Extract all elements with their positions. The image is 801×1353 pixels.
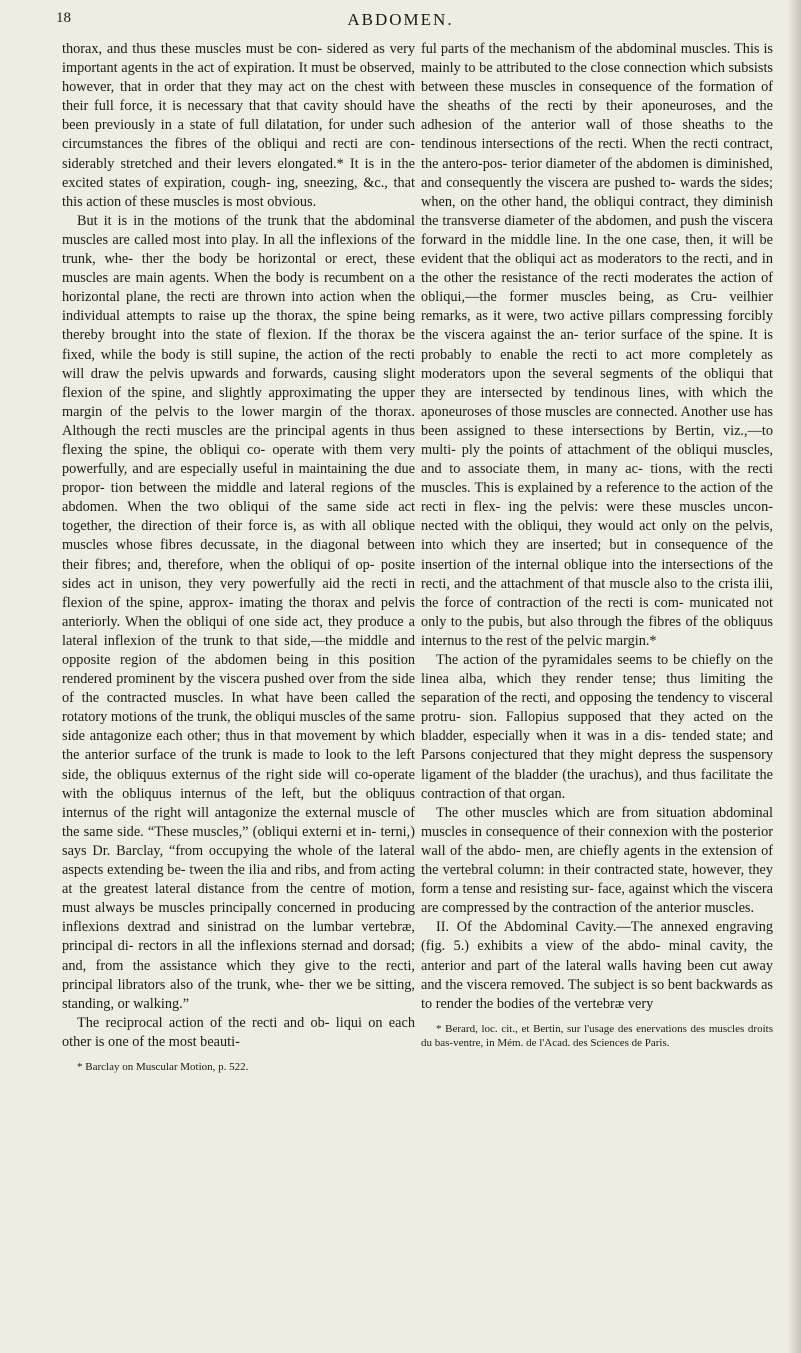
paragraph: The other muscles which are from situation abdominal muscles in consequence of their connexion with the posterior wall of the abdo- men, are chiefly agents in the extension of the vertebral column: in their contracted state, however, they form a tense and resisting sur- face, against which the viscera are compressed by the contraction of the anterior muscles. [421, 804, 773, 917]
paragraph: ful parts of the mechanism of the abdominal muscles. This is mainly to be attributed to the close connection which subsists between these muscles in consequence of the formation of the sheaths of the recti by their aponeuroses, and the adhesion of the anterior wall of those sheaths to the tendinous intersections of the recti. When the recti contract, the antero-pos- terior diameter of the abdomen is diminished, and consequently the viscera are pushed to- wards the sides; when, on the other hand, the obliqui contract, they diminish the transverse diameter of the abdomen, and push the viscera forward in the middle line. In the one case, then, it will be evident that the obliqui act as moderators to the recti, and in the other the resistance of the recti moderates the action of obliqui,—the former muscles being, as Cru- veilhier remarks, as it were, two active pillars compressing forcibly the viscera against the an- terior surface of the spine. It is probably to enable the recti to act more completely as moderators upon the several segments of the obliqui that they are intersected by tendinous lines, with which the aponeuroses of those muscles are connected. Another use has been assigned to these intersections by Bertin, viz.,—to multi- ply the points of attachment of the obliqui muscles, and to associate them, in many ac- tions, with the recti muscles. This is explained by a reference to the action of the recti in flex- ing the pelvis: were these muscles uncon- nected with the obliqui, they would act only on the pelvis, into which they are inserted; but in consequence of the insertion of the internal oblique into the intersections of the recti, and the attachment of that muscle also to the crista ilii, the force of contraction of the recti is com- municated not only to the pubis, but also through the fibres of the obliquus internus to the rest of the pelvic margin.* [421, 41, 773, 649]
running-head: ABDOMEN. [347, 10, 454, 29]
right-column [421, 40, 773, 1050]
footnote: * Berard, loc. cit., et Bertin, sur l'usage des enervations des muscles droits du bas-ventre, in Mém. de l'Acad. des Sciences de Paris. [421, 1022, 773, 1049]
left-column [62, 40, 415, 1074]
page-number: 18 [56, 10, 71, 26]
paragraph: The action of the pyramidales seems to be chiefly on the linea alba, which they render tense; thus limiting the separation of the recti, and opposing the tendency to visceral protru- sion. Fallopius supposed that they acted on the bladder, especially when it was in a dis- tended state; and Parsons conjectured that they might depress the suspensory ligament of the bladder (the urachus), and thus facilitate the contraction of that organ. [421, 652, 773, 802]
page-edge-shadow [787, 0, 801, 1353]
paragraph: The reciprocal action of the recti and ob- liqui on each other is one of the most beauti- [62, 1014, 415, 1050]
paragraph: thorax, and thus these muscles must be con- sidered as very important agents in the act of expiration. It must be observed, however, that in order that they may act on the chest with their full force, it is necessary that that cavity should have been previously in a state of full dilatation, for under such circumstances the fibres of the obliqui and recti are con- siderably stretched and their levers elongated.* It is in the excited states of expiration, cough- ing, sneezing, &c., that this action of these muscles is most obvious. [62, 41, 415, 210]
footnote: * Barclay on Muscular Motion, p. 522. [77, 1060, 249, 1073]
paragraph: But it is in the motions of the trunk that the abdominal muscles are called most into play. In all the inflexions of the trunk, whe- ther the body be horizontal or erect, these muscles are main agents. When the body is recumbent on a horizontal plane, the recti are thrown into action when the individual attempts to raise up the thorax, the spine being thereby brought into the state of flexion. If the thorax be fixed, while the body is still supine, the action of the recti will draw the pelvis upwards and forwards, causing slight flexion of the spine, and slightly approximating the upper margin of the pelvis to the lower margin of the thorax. Although the recti muscles are the principal agents in thus flexing the spine, the obliqui co- operate with them very powerfully, and are especially useful in maintaining the due propor- tion between the middle and lateral regions of the abdomen. When the two obliqui of the same side act together, the direction of their force is, as with all oblique muscles whose fibres decussate, in the diagonal between their fibres; and, therefore, when the obliqui of op- posite sides act in unison, they very powerfully aid the recti in flexion of the spine, approx- imating the thorax and pelvis anteriorly. When the obliqui of one side act, they produce a lateral inflexion of the trunk to that side,—the middle and opposite region of the abdomen being in this position rendered prominent by the viscera pushed over from the side of the contracted muscles. In what have been called the rotatory motions of the trunk, the obliqui muscles of the same side antagonize each other; thus in that movement by which the anterior surface of the trunk is made to look to the left side, the obliquus externus of the right side will co-operate with the obliquus internus of the left, but the obliquus internus of the right will antagonize the external muscle of the same side. “These muscles,” (obliqui externi et in- terni,) says Dr. Barclay, “from occupying the whole of the lateral aspects extending be- tween the ilia and ribs, and from acting at the greatest lateral distance from the centre of motion, must always be muscles principally concerned in producing inflexions dextrad and sinistrad on the lumbar vertebræ, principal di- rectors in all the inflexions sternad and dorsad; and, from the assistance which they give to the recti, principal librators also of the trunk, whe- ther we be sitting, standing, or walking.” [62, 212, 415, 1012]
page-header [0, 10, 801, 36]
paragraph: II. Of the Abdominal Cavity.—The annexed engraving (fig. 5.) exhibits a view of the abdo- minal cavity, the anterior and part of the lateral walls having been cut away and the viscera removed. The subject is so bent backwards as to render the bodies of the vertebræ very [421, 919, 773, 1012]
